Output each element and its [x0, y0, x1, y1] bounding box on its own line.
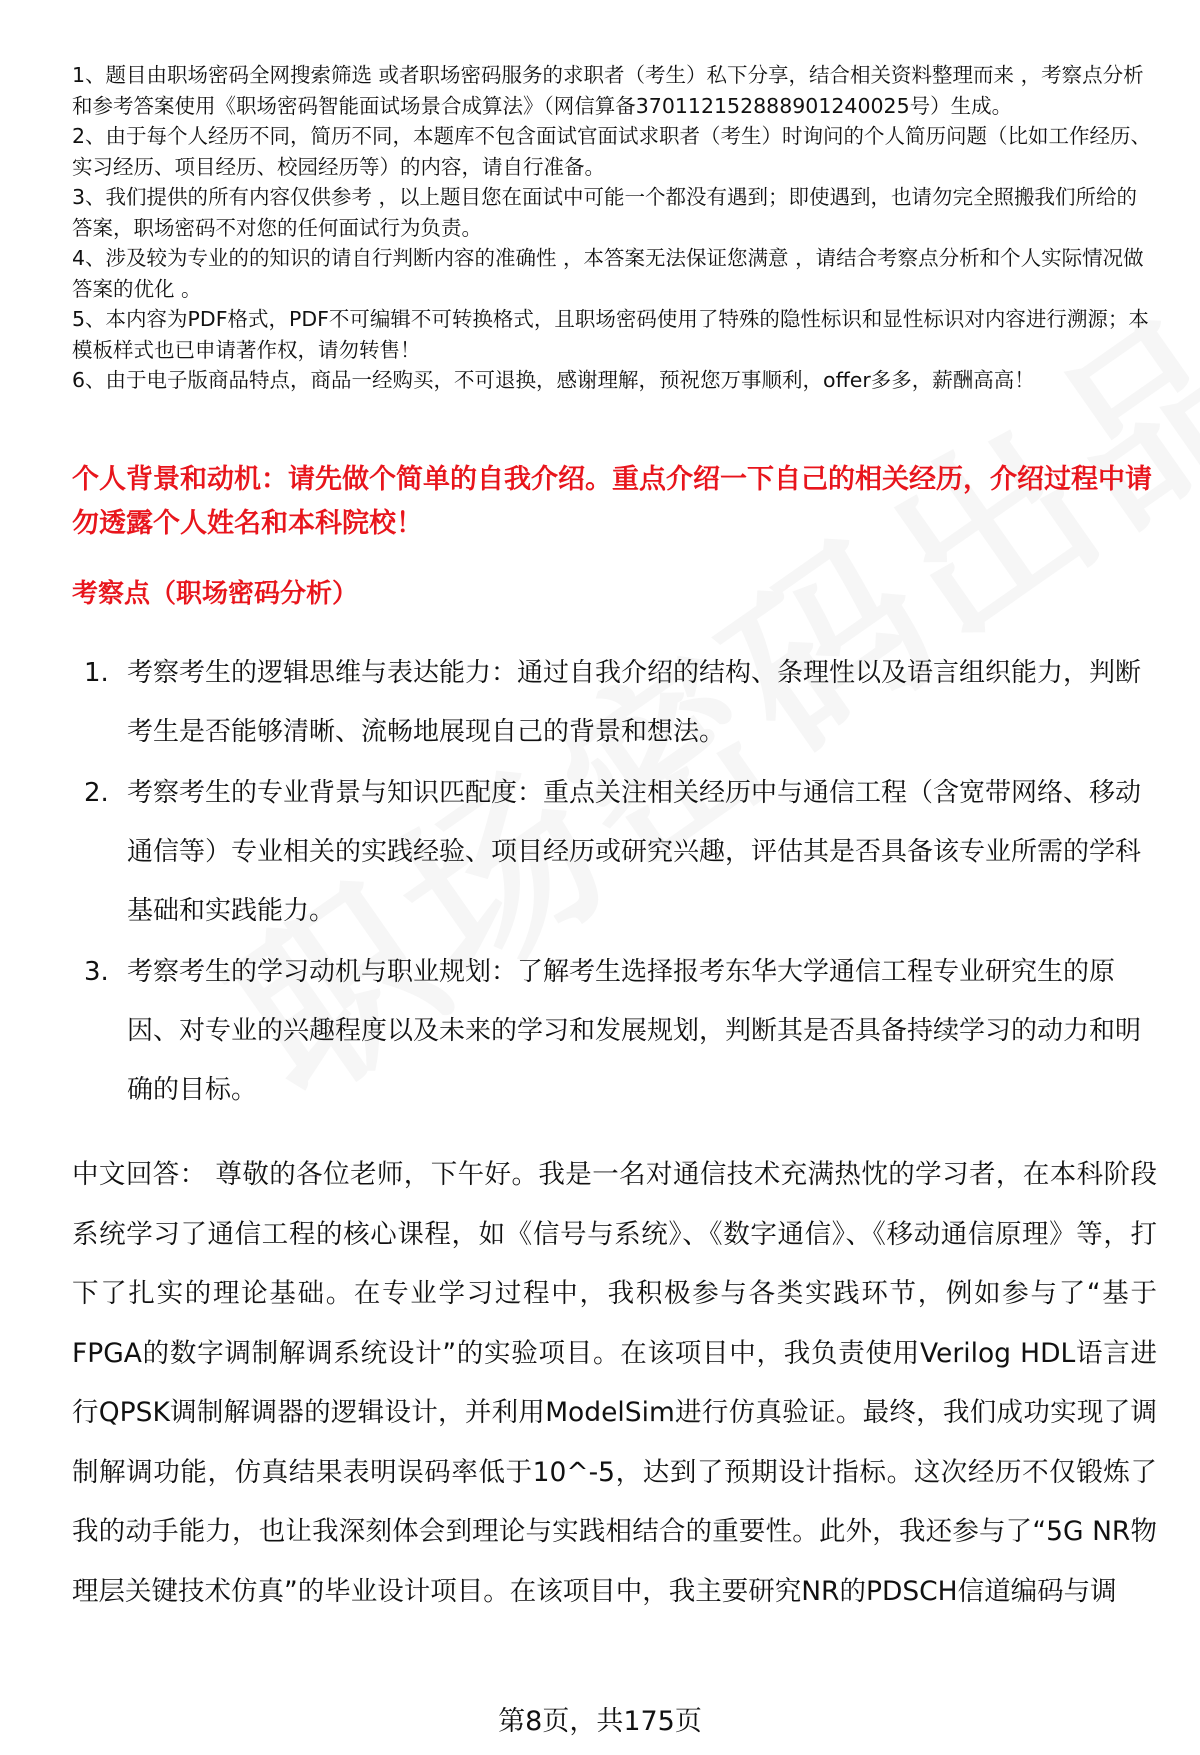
assessment-point — [72, 644, 1162, 762]
notice-item: 3、我们提供的所有内容仅供参考 ，以上题目您在面试中可能一个都没有遇到；即使遇到，也请勿完全照搬我们所给的答案，职场密码不对您的任何面试行为负责。 — [72, 185, 1138, 240]
notice-list — [72, 60, 1152, 396]
assessment-point — [72, 943, 1162, 1120]
point-number: 1. — [84, 658, 109, 688]
notice-item: 5、本内容为PDF格式，PDF不可编辑不可转换格式，且职场密码使用了特殊的隐性标识和显性标识对内容进行溯源；本模板样式也已申请著作权，请勿转售！ — [72, 307, 1149, 362]
notice-item: 6、由于电子版商品特点，商品一经购买，不可退换，感谢理解，预祝您万事顺利，offer多多，薪酬高高！ — [72, 368, 1035, 392]
assessment-points-list — [72, 644, 1162, 1122]
answer-paragraph: 中文回答： 尊敬的各位老师，下午好。我是一名对通信技术充满热忱的学习者，在本科阶段系统学习了通信工程的核心课程，如《信号与系统》、《数字通信》、《移动通信原理》等，打下了扎实的理论基础。在专业学习过程中，我积极参与各类实践环节，例如参与了“基于FPGA的数字调制解调系统设计”的实验项目。在该项目中，我负责使用Verilog HDL语言进行QPSK调制解调器的逻辑设计，并利用ModelSim进行仿真验证。最终，我们成功实现了调制解调功能，仿真结果表明误码率低于10^-5，达到了预期设计指标。这次经历不仅锻炼了我的动手能力，也让我深刻体会到理论与实践相结合的重要性。此外，我还参与了“5G NR物理层关键技术仿真”的毕业设计项目。在该项目中，我主要研究NR的PDSCH信道编码与调 — [72, 1159, 1157, 1607]
point-number: 2. — [84, 778, 109, 808]
assessment-point — [72, 764, 1162, 941]
question-heading: 个人背景和动机：请先做个简单的自我介绍。重点介绍一下自己的相关经历，介绍过程中请勿透露个人姓名和本科院校！ — [72, 464, 1152, 539]
notice-item: 4、涉及较为专业的的知识的请自行判断内容的准确性 ，本答案无法保证您满意 ，请结合考察点分析和个人实际情况做答案的优化 。 — [72, 246, 1144, 301]
page-number-footer: 第8页，共175页 — [498, 1706, 702, 1737]
point-text: 考察考生的逻辑思维与表达能力：通过自我介绍的结构、条理性以及语言组织能力，判断考生是否能够清晰、流畅地展现自己的背景和想法。 — [127, 658, 1142, 747]
point-text: 考察考生的专业背景与知识匹配度：重点关注相关经历中与通信工程（含宽带网络、移动通信等）专业相关的实践经验、项目经历或研究兴趣，评估其是否具备该专业所需的学科基础和实践能力。 — [127, 778, 1142, 926]
point-number: 3. — [84, 957, 109, 987]
notice-item: 1、题目由职场密码全网搜索筛选 或者职场密码服务的求职者（考生）私下分享，结合相关资料整理而来 ，考察点分析和参考答案使用《职场密码智能面试场景合成算法》（网信算备370112152888901240025号）生成。 — [72, 63, 1144, 118]
point-text: 考察考生的学习动机与职业规划：了解考生选择报考东华大学通信工程专业研究生的原因、对专业的兴趣程度以及未来的学习和发展规划，判断其是否具备持续学习的动力和明确的目标。 — [127, 957, 1142, 1105]
notice-item: 2、由于每个人经历不同，简历不同，本题库不包含面试官面试求职者（考生）时询问的个人简历问题（比如工作经历、实习经历、项目经历、校园经历等）的内容，请自行准备。 — [72, 124, 1152, 179]
section-title: 考察点（职场密码分析） — [72, 579, 359, 609]
